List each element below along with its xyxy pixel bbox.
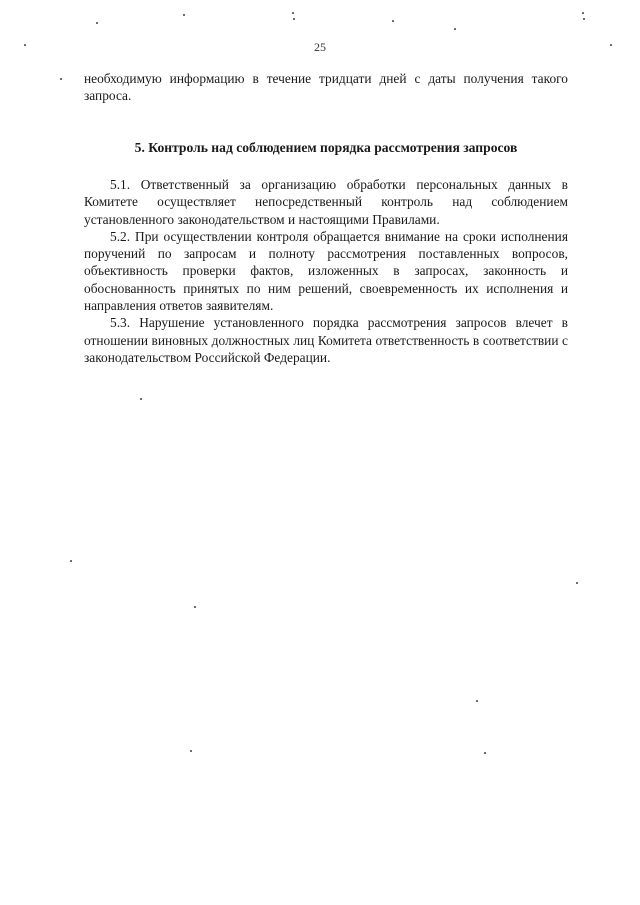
paragraph-5-2: 5.2. При осуществлении контроля обращается внимание на сроки исполнения поручений по запросам и полноту рассмотрения поставленных вопросов, объективность проверки фактов, изложенных в запросах, законность и обоснованность принятых по ним решений, своевременность их исполнения и направления ответов заявителям. bbox=[84, 228, 568, 314]
section-heading: 5. Контроль над соблюдением порядка рассмотрения запросов bbox=[134, 140, 518, 155]
section-body bbox=[84, 176, 568, 366]
paragraph-5-1: 5.1. Ответственный за организацию обработки персональных данных в Комитете осуществляет непосредственный контроль над соблюдением установленного законодательством и настоящими Правилами. bbox=[84, 177, 568, 227]
paragraph-5-3: 5.3. Нарушение установленного порядка рассмотрения запросов влечет в отношении виновных должностных лиц Комитета ответственность в соответствии с законодательством Российской Федерации. bbox=[84, 315, 568, 365]
page-number: 25 bbox=[314, 40, 326, 54]
intro-paragraph: необходимую информацию в течение тридцати дней с даты получения такого запроса. bbox=[84, 71, 568, 104]
intro-text bbox=[84, 70, 568, 105]
